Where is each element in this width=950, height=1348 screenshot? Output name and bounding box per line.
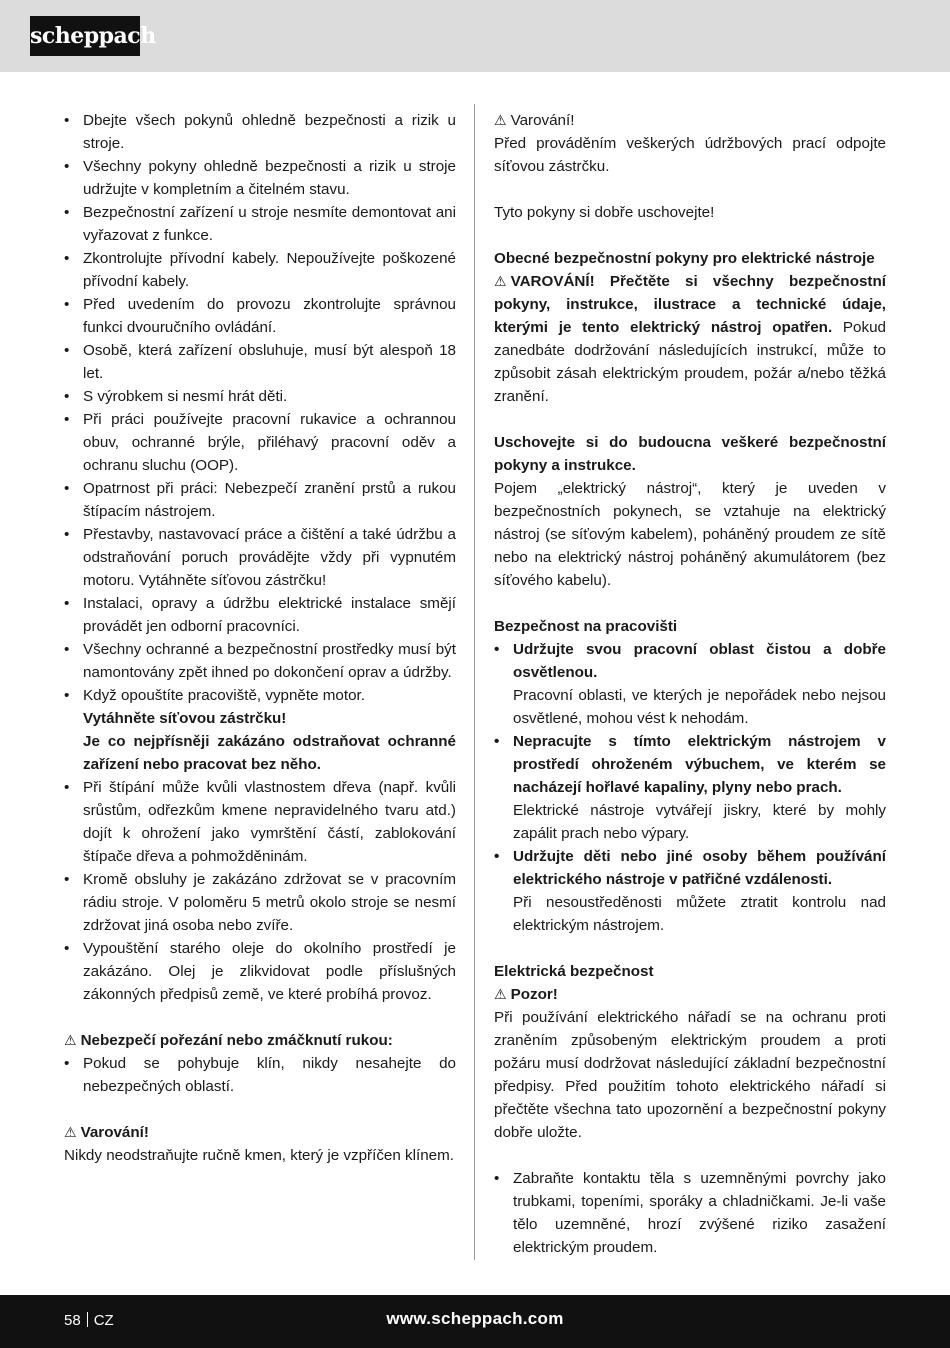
electrical-safety-text: Při používání elektrického nářadí se na ochranu proti zraněním způsobeným elektrickým proudem a proti požáru musí dodržovat následující základní bezpečnostní předpisy. Před použitím tohoto elektrického nářadí si přečtěte všechna tato upozornění a bezpečnostní pokyny dobře uložte.	[494, 1009, 886, 1141]
cut-hazard-list	[64, 1052, 456, 1098]
general-safety-text: ⚠ VAROVÁNÍ! Přečtěte si všechny bezpečnostní pokyny, instrukce, ilustrace a technické údaje, kterými je tento elektrický nástroj opatřen. Pokud zanedbáte dodržování následujících instrukcí, může to způsobit zásah elektrickým proudem, požár a/nebo těžká zranění.	[494, 270, 886, 408]
list-item: • Udržujte děti nebo jiné osoby během používání elektrického nástroje v patřičné vzdálenosti. Při nesoustředěnosti můžete ztratit kontrolu nad elektrickým nástrojem.	[494, 845, 886, 937]
list-item: • Zabraňte kontaktu těla s uzemněnými povrchy jako trubkami, topeními, sporáky a chladničkami. Je-li vaše tělo uzemněné, hrozí zvýšené riziko zasažení elektrickým proudem.	[494, 1167, 886, 1259]
list-item: • Zkontrolujte přívodní kabely. Nepoužívejte poškozené přívodní kabely.	[64, 247, 456, 293]
warning-triangle-icon: ⚠	[494, 986, 507, 1002]
list-item: • Nepracujte s tímto elektrickým nástrojem v prostředí ohroženém výbuchem, ve kterém se nacházejí hořlavé kapaliny, plyny nebo prach. Elektrické nástroje vytvářejí jiskry, které by mohly zapálit prach nebo výpary.	[494, 730, 886, 845]
future-reference-text: Pojem „elektrický nástroj“, který je uveden v bezpečnostních pokynech, se vztahuje na elektrický nástroj (se síťovým kabelem), poháněný proudem ze sítě nebo na elektrický nástroj poháněný akumulátorem (bez síťového kabelu).	[494, 480, 886, 589]
safety-list	[64, 109, 456, 1006]
list-item: • Při štípání může kvůli vlastnostem dřeva (např. kvůli srůstům, odřezkům kmene nepravidelného tvaru atd.) dojít k ohrožení jako vymrštění částí, zablokování štípače dřeva a pohmožděninám.	[64, 776, 456, 868]
motor-text: Když opouštíte pracoviště, vypněte motor.	[83, 687, 365, 704]
list-item: • Všechny pokyny ohledně bezpečnosti a rizik u stroje udržujte v kompletním a čitelném stavu.	[64, 155, 456, 201]
electrical-safety-heading: Elektrická bezpečnost	[494, 963, 654, 980]
keep-instructions: Tyto pokyny si dobře uschovejte!	[494, 204, 715, 221]
warning-text: Nikdy neodstraňujte ručně kmen, který je vzpříčen klínem.	[64, 1147, 454, 1164]
electrical-safety-list	[494, 1167, 886, 1259]
warning-triangle-icon: ⚠	[64, 1032, 77, 1048]
column-divider	[474, 104, 475, 1260]
website-link[interactable]: www.scheppach.com	[386, 1309, 564, 1328]
future-reference-heading: Uschovejte si do budoucna veškeré bezpečnostní pokyny a instrukce.	[494, 434, 886, 474]
list-item: • Při práci používejte pracovní rukavice a ochrannou obuv, ochranné brýle, přiléhavý pracovní oděv a ochranu sluchu (OOP).	[64, 408, 456, 477]
list-item: • Přestavby, nastavovací práce a čištění a také údržbu a odstraňování poruch provádějte vždy při vypnutém motoru. Vytáhněte síťovou zástrčku!	[64, 523, 456, 592]
list-item: • Bezpečnostní zařízení u stroje nesmíte demontovat ani vyřazovat z funkce.	[64, 201, 456, 247]
left-column	[64, 109, 456, 1167]
warning-heading: ⚠ Varování!	[64, 1121, 456, 1144]
list-item: • Před uvedením do provozu zkontrolujte správnou funkci dvouručního ovládání.	[64, 293, 456, 339]
maintenance-warning-text: Před prováděním veškerých údržbových prací odpojte síťovou zástrčku.	[494, 135, 886, 175]
list-item: • Opatrnost při práci: Nebezpečí zranění prstů a rukou štípacím nástrojem.	[64, 477, 456, 523]
list-item: • S výrobkem si nesmí hrát děti.	[64, 385, 456, 408]
list-item: • Dbejte všech pokynů ohledně bezpečnosti a rizik u stroje.	[64, 109, 456, 155]
caution-heading: ⚠ Pozor!	[494, 983, 886, 1006]
list-item: • Instalaci, opravy a údržbu elektrické instalace smějí provádět jen odborní pracovníci.	[64, 592, 456, 638]
warning-triangle-icon: ⚠	[494, 112, 507, 128]
workplace-safety-list	[494, 638, 886, 937]
unplug-warning: Vytáhněte síťovou zástrčku!	[83, 710, 287, 727]
general-safety-heading: Obecné bezpečnostní pokyny pro elektrické nástroje	[494, 250, 875, 267]
page-footer	[0, 1295, 950, 1348]
list-item: • Všechny ochranné a bezpečnostní prostředky musí být namontovány zpět ihned po dokončení oprav a údržby.	[64, 638, 456, 684]
guard-warning: Je co nejpřísněji zakázáno odstraňovat ochranné zařízení nebo pracovat bez něho.	[83, 733, 456, 773]
list-item-motor	[64, 684, 456, 776]
scheppach-logo: scheppach	[30, 16, 140, 56]
cut-hazard-heading: ⚠ Nebezpečí pořezání nebo zmáčknutí rukou:	[64, 1029, 456, 1052]
page-number: 58 CZ	[64, 1312, 114, 1329]
maintenance-warning-heading: ⚠ Varování!	[494, 109, 886, 132]
list-item: • Kromě obsluhy je zakázáno zdržovat se v pracovním rádiu stroje. V poloměru 5 metrů okolo stroje se nesmí zdržovat jiná osoba nebo zvíře.	[64, 868, 456, 937]
list-item: • Osobě, která zařízení obsluhuje, musí být alespoň 18 let.	[64, 339, 456, 385]
list-item: • Pokud se pohybuje klín, nikdy nesahejte do nebezpečných oblastí.	[64, 1052, 456, 1098]
warning-triangle-icon: ⚠	[64, 1124, 77, 1140]
warning-triangle-icon: ⚠	[494, 273, 507, 289]
list-item: • Vypouštění starého oleje do okolního prostředí je zakázáno. Olej je zlikvidovat podle příslušných zákonných předpisů země, ve které probíhá provoz.	[64, 937, 456, 1006]
page-header	[0, 0, 950, 72]
workplace-safety-heading: Bezpečnost na pracovišti	[494, 618, 678, 635]
right-column	[494, 109, 886, 1259]
list-item: • Udržujte svou pracovní oblast čistou a dobře osvětlenou. Pracovní oblasti, ve kterých je nepořádek nebo nejsou osvětlené, mohou vést k nehodám.	[494, 638, 886, 730]
